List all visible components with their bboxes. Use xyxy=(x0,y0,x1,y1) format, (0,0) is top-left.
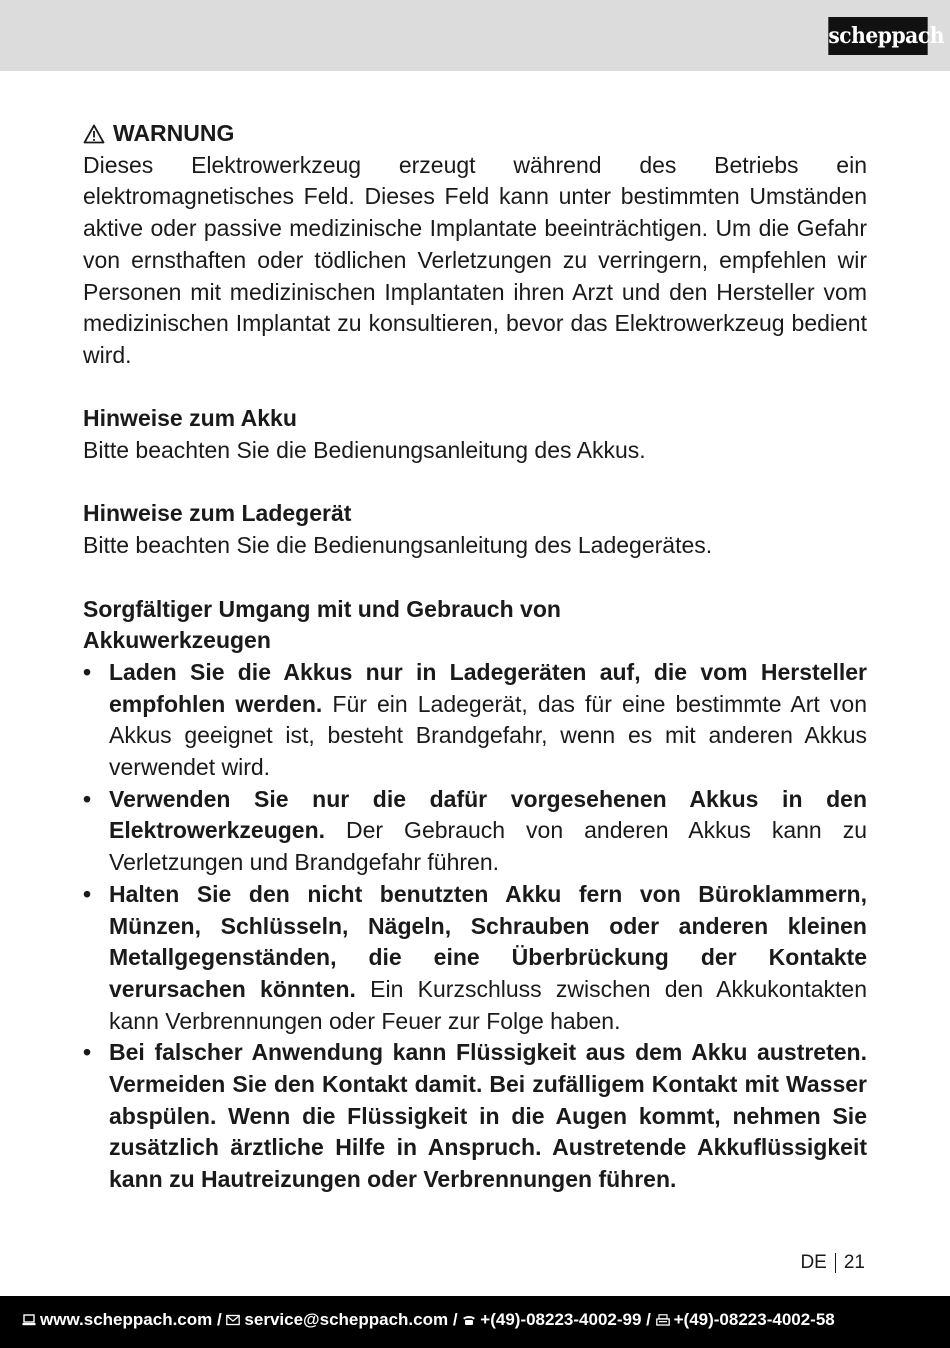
document-body xyxy=(83,118,867,1196)
list-item-bold: Bei falscher Anwendung kann Flüssigkeit aus dem Akku austreten. Vermeiden Sie den Kontakt damit. Bei zufälligem Kontakt mit Wasser abspülen. Wenn die Flüssigkeit in die Augen kommt, nehmen Sie zusätzlich ärztliche Hilfe in Anspruch. Austretende Akkuflüssigkeit kann zu Hautreizungen oder Verbrennungen führen. xyxy=(109,1039,867,1193)
list-item xyxy=(83,1037,867,1196)
bullet-icon: • xyxy=(83,785,92,812)
list-item-bold: Laden Sie die Akkus nur in Ladegeräten auf, die vom Hersteller empfohlen werden. xyxy=(109,658,867,717)
footer-separator: / xyxy=(212,1310,227,1329)
umgang-heading-line1: Sorgfältiger Umgang mit und Gebrauch von xyxy=(83,595,561,622)
page-header xyxy=(0,0,950,71)
list-item-bold: Halten Sie den nicht benutzten Akku fern von Büroklammern, Münzen, Schlüsseln, Nägeln, Schrauben oder anderen kleinen Metallgegenständen, die eine Überbrückung der Kontakte verursachen könnten. xyxy=(109,880,867,1002)
email-icon xyxy=(226,1314,240,1326)
page-footer xyxy=(0,1296,950,1348)
safety-bullet-list xyxy=(83,657,867,1196)
list-item-bold: Verwenden Sie nur die dafür vorgesehenen Akkus in den Elektrowerkzeugen. xyxy=(109,785,867,844)
umgang-heading xyxy=(83,594,867,657)
footer-email[interactable]: service@scheppach.com xyxy=(244,1310,449,1329)
page-number-divider xyxy=(835,1253,836,1273)
ladegeraet-heading: Hinweise zum Ladegerät xyxy=(83,500,352,527)
list-item xyxy=(83,784,867,879)
warning-heading xyxy=(83,118,867,150)
footer-website[interactable]: www.scheppach.com xyxy=(40,1310,213,1329)
footer-separator: / xyxy=(641,1310,656,1329)
footer-separator: / xyxy=(448,1310,463,1329)
akku-heading: Hinweise zum Akku xyxy=(83,405,297,432)
computer-icon xyxy=(22,1314,36,1326)
list-item xyxy=(83,657,867,784)
bullet-icon: • xyxy=(83,1039,92,1066)
warning-triangle-icon xyxy=(83,124,105,144)
list-item-text: Der Gebrauch von anderen Akkus kann zu Verletzungen und Brandgefahr führen. xyxy=(109,817,867,876)
telephone-icon xyxy=(462,1314,476,1326)
page-language: DE xyxy=(800,1252,827,1273)
list-item-text: Ein Kurzschluss zwischen den Akkukontakten kann Verbrennungen oder Feuer zur Folge haben. xyxy=(109,975,867,1034)
bullet-icon: • xyxy=(83,880,92,907)
scheppach-logo: scheppach xyxy=(828,17,927,55)
bullet-icon: • xyxy=(83,658,92,685)
warning-text: Dieses Elektrowerkzeug erzeugt während des Betriebs ein elektromagnetisches Feld. Dieses Feld kann unter bestimmten Umständen aktive oder passive medizinische Implantate beeinträchtigen. Um die Gefahr von ernsthaften oder tödlichen Verletzungen zu verringern, empfehlen wir Personen mit medizinischen Implantaten ihren Arzt und den Hersteller vom medizinischen Implantat zu konsultieren, bevor das Elektrowerkzeug bedient wird. xyxy=(83,151,867,368)
fax-icon xyxy=(656,1314,670,1326)
list-item-text: Für ein Ladegerät, das für eine bestimmte Art von Akkus geeignet ist, besteht Brandgefahr, wenn es mit anderen Akkus verwendet wird. xyxy=(109,690,867,781)
umgang-heading-line2: Akkuwerkzeugen xyxy=(83,627,271,654)
ladegeraet-text: Bitte beachten Sie die Bedienungsanleitung des Ladegerätes. xyxy=(83,532,713,559)
list-item xyxy=(83,879,867,1038)
footer-phone[interactable]: +(49)-08223-4002-99 xyxy=(480,1310,642,1329)
warning-title: WARNUNG xyxy=(113,120,235,146)
page-number-value: 21 xyxy=(843,1252,865,1273)
footer-fax[interactable]: +(49)-08223-4002-58 xyxy=(673,1310,835,1329)
page-number xyxy=(800,1252,865,1274)
akku-text: Bitte beachten Sie die Bedienungsanleitung des Akkus. xyxy=(83,437,646,464)
